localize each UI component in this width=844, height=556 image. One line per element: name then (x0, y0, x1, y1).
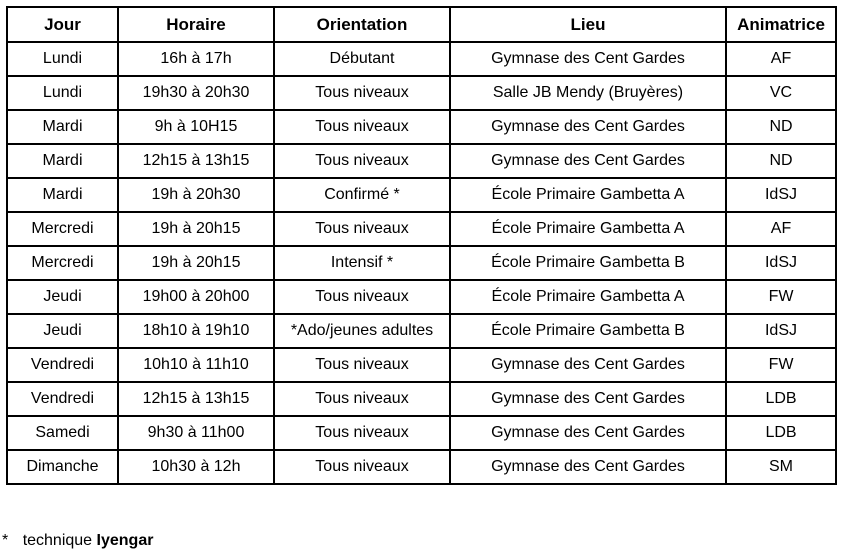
table-header (7, 7, 836, 42)
cell-orientation: Tous niveaux (274, 348, 450, 382)
cell-horaire: 12h15 à 13h15 (118, 144, 274, 178)
cell-lieu: École Primaire Gambetta A (450, 178, 726, 212)
cell-jour: Dimanche (7, 450, 118, 484)
cell-animatrice: FW (726, 348, 836, 382)
cell-jour: Vendredi (7, 382, 118, 416)
footnote-marker: * (2, 532, 9, 549)
table-row (7, 178, 836, 212)
cell-orientation: *Ado/jeunes adultes (274, 314, 450, 348)
table-row (7, 382, 836, 416)
cell-animatrice: AF (726, 212, 836, 246)
cell-lieu: École Primaire Gambetta B (450, 314, 726, 348)
cell-jour: Mercredi (7, 246, 118, 280)
cell-orientation: Tous niveaux (274, 280, 450, 314)
table-row (7, 348, 836, 382)
cell-jour: Jeudi (7, 314, 118, 348)
cell-orientation: Tous niveaux (274, 382, 450, 416)
cell-horaire: 16h à 17h (118, 42, 274, 76)
cell-horaire: 19h30 à 20h30 (118, 76, 274, 110)
header-jour: Jour (7, 7, 118, 42)
cell-animatrice: VC (726, 76, 836, 110)
table-row (7, 280, 836, 314)
cell-animatrice: IdSJ (726, 178, 836, 212)
cell-orientation: Tous niveaux (274, 110, 450, 144)
table-row (7, 212, 836, 246)
header-lieu: Lieu (450, 7, 726, 42)
table-row (7, 314, 836, 348)
cell-jour: Jeudi (7, 280, 118, 314)
table-row (7, 42, 836, 76)
cell-orientation: Tous niveaux (274, 144, 450, 178)
table-row (7, 76, 836, 110)
cell-animatrice: LDB (726, 416, 836, 450)
cell-horaire: 18h10 à 19h10 (118, 314, 274, 348)
cell-orientation: Tous niveaux (274, 450, 450, 484)
cell-jour: Samedi (7, 416, 118, 450)
cell-horaire: 19h00 à 20h00 (118, 280, 274, 314)
cell-lieu: Gymnase des Cent Gardes (450, 144, 726, 178)
cell-animatrice: LDB (726, 382, 836, 416)
cell-animatrice: SM (726, 450, 836, 484)
cell-lieu: École Primaire Gambetta A (450, 280, 726, 314)
cell-jour: Lundi (7, 76, 118, 110)
cell-lieu: Gymnase des Cent Gardes (450, 416, 726, 450)
cell-orientation: Confirmé * (274, 178, 450, 212)
cell-lieu: Salle JB Mendy (Bruyères) (450, 76, 726, 110)
table-row (7, 110, 836, 144)
cell-jour: Mardi (7, 110, 118, 144)
cell-orientation: Tous niveaux (274, 416, 450, 450)
table-body (7, 42, 836, 484)
cell-lieu: École Primaire Gambetta B (450, 246, 726, 280)
cell-jour: Mercredi (7, 212, 118, 246)
cell-lieu: Gymnase des Cent Gardes (450, 110, 726, 144)
table-row (7, 416, 836, 450)
cell-orientation: Débutant (274, 42, 450, 76)
cell-horaire: 10h30 à 12h (118, 450, 274, 484)
header-horaire: Horaire (118, 7, 274, 42)
cell-horaire: 9h à 10H15 (118, 110, 274, 144)
cell-animatrice: IdSJ (726, 314, 836, 348)
cell-orientation: Tous niveaux (274, 212, 450, 246)
cell-animatrice: AF (726, 42, 836, 76)
schedule-table (6, 6, 837, 485)
cell-horaire: 19h à 20h30 (118, 178, 274, 212)
header-animatrice: Animatrice (726, 7, 836, 42)
cell-animatrice: IdSJ (726, 246, 836, 280)
cell-lieu: Gymnase des Cent Gardes (450, 382, 726, 416)
table-row (7, 246, 836, 280)
footnote-text: technique (22, 532, 93, 549)
cell-jour: Lundi (7, 42, 118, 76)
cell-lieu: École Primaire Gambetta A (450, 212, 726, 246)
cell-lieu: Gymnase des Cent Gardes (450, 348, 726, 382)
cell-lieu: Gymnase des Cent Gardes (450, 450, 726, 484)
cell-jour: Mardi (7, 178, 118, 212)
cell-animatrice: ND (726, 110, 836, 144)
cell-horaire: 9h30 à 11h00 (118, 416, 274, 450)
cell-lieu: Gymnase des Cent Gardes (450, 42, 726, 76)
cell-animatrice: ND (726, 144, 836, 178)
header-row (7, 7, 836, 42)
cell-horaire: 19h à 20h15 (118, 246, 274, 280)
header-orientation: Orientation (274, 7, 450, 42)
cell-orientation: Tous niveaux (274, 76, 450, 110)
cell-jour: Mardi (7, 144, 118, 178)
cell-animatrice: FW (726, 280, 836, 314)
table-row (7, 144, 836, 178)
cell-orientation: Intensif * (274, 246, 450, 280)
cell-horaire: 12h15 à 13h15 (118, 382, 274, 416)
table-row (7, 450, 836, 484)
cell-horaire: 10h10 à 11h10 (118, 348, 274, 382)
footnote-emphasis: Iyengar (96, 532, 154, 549)
footnote (2, 532, 153, 550)
cell-jour: Vendredi (7, 348, 118, 382)
cell-horaire: 19h à 20h15 (118, 212, 274, 246)
